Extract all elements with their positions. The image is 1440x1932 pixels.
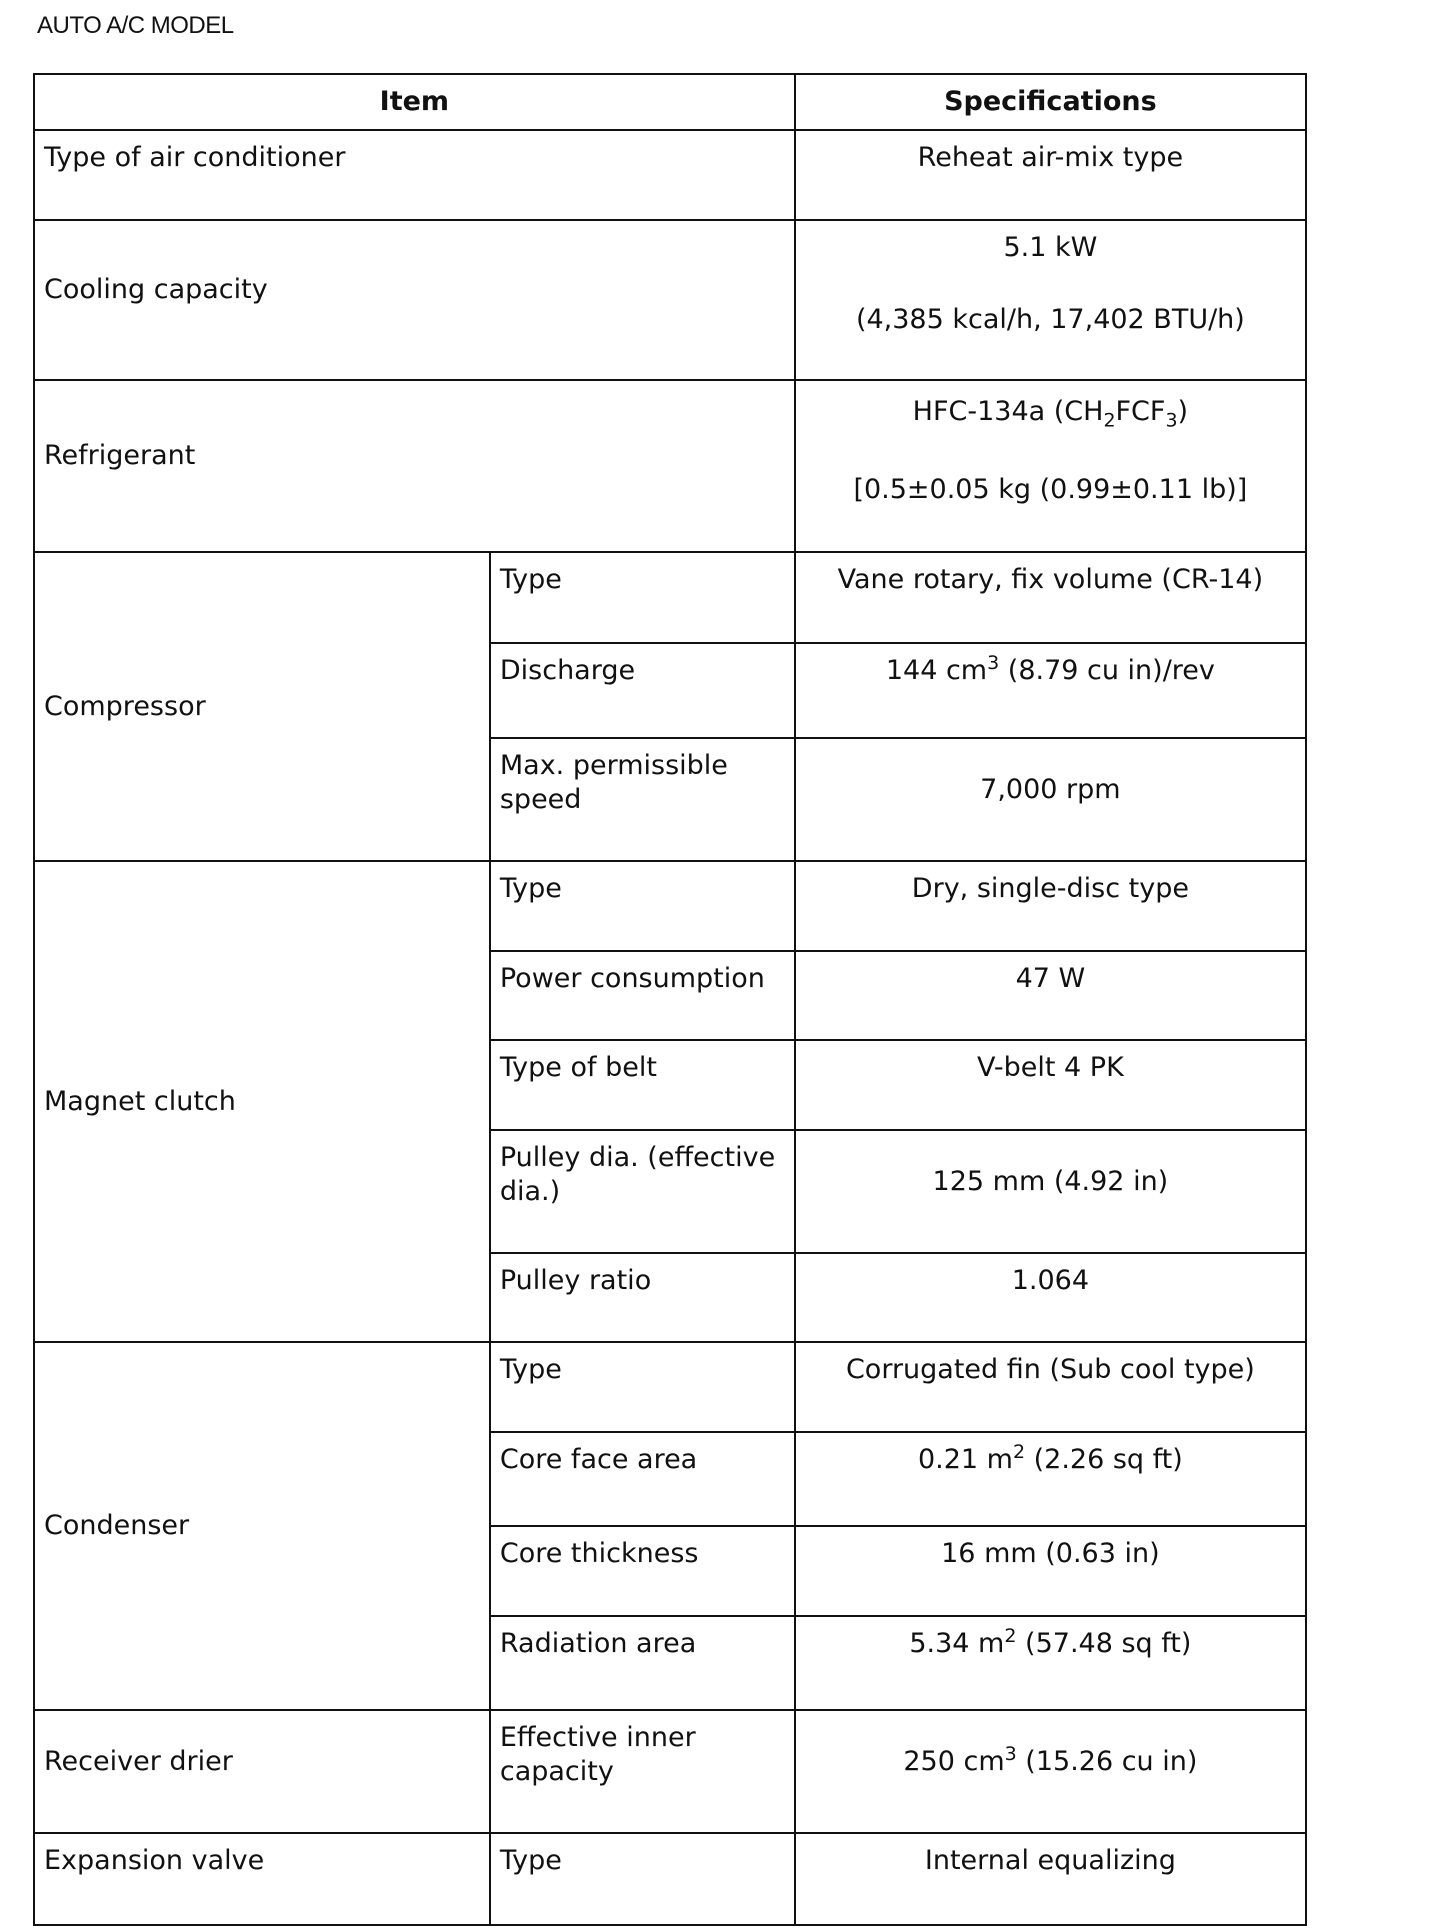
sub-label-pulley-ratio: Pulley ratio	[490, 1253, 795, 1342]
header-item: Item	[34, 74, 795, 130]
group-label-receiver-drier: Receiver drier	[34, 1710, 490, 1833]
value-condenser-type: Corrugated fin (Sub cool type)	[795, 1342, 1306, 1432]
page-title: AUTO A/C MODEL	[37, 12, 234, 39]
sub-label-compressor-discharge: Discharge	[490, 643, 795, 738]
table-row	[34, 1833, 1306, 1925]
sub-label-receiver-capacity: Effective inner capacity	[490, 1710, 795, 1833]
table-row	[34, 861, 1306, 951]
value-pulley-ratio: 1.064	[795, 1253, 1306, 1342]
sub-label-compressor-type: Type	[490, 552, 795, 643]
cooling-capacity-alt-units: (4,385 kcal/h, 17,402 BTU/h)	[855, 304, 1245, 335]
sub-label-clutch-type: Type	[490, 861, 795, 951]
table-row	[34, 552, 1306, 643]
value-core-face: 0.21 $m^2$ (2.26 sq ft)	[795, 1432, 1306, 1526]
group-label-compressor: Compressor	[34, 552, 490, 861]
value-compressor-speed: 7,000 rpm	[795, 738, 1306, 861]
sub-label-clutch-belt: Type of belt	[490, 1040, 795, 1130]
value-radiation-area: 5.34 $m^2$ (57.48 sq ft)	[795, 1616, 1306, 1710]
row-label-type-of-ac: Type of air conditioner	[34, 130, 795, 220]
value-clutch-belt: V-belt 4 PK	[795, 1040, 1306, 1130]
group-label-expansion-valve: Expansion valve	[34, 1833, 490, 1925]
table-row	[34, 380, 1306, 552]
row-value-refrigerant	[795, 380, 1306, 552]
table-row	[34, 130, 1306, 220]
table-header-row	[34, 74, 1306, 130]
cooling-capacity-kw: 5.1 kW	[1003, 232, 1098, 263]
sub-label-compressor-speed: Max. permissible speed	[490, 738, 795, 861]
refrigerant-amount: [0.5±0.05 kg (0.99±0.11 lb)]	[853, 474, 1248, 505]
row-label-refrigerant: Refrigerant	[34, 380, 795, 552]
value-clutch-type: Dry, single-disc type	[795, 861, 1306, 951]
refrigerant-formula: HFC-134a $(CH_2FCF_3)$	[912, 396, 1189, 432]
value-compressor-type: Vane rotary, fix volume (CR-14)	[795, 552, 1306, 643]
value-clutch-power: 47 W	[795, 951, 1306, 1040]
table-row	[34, 1710, 1306, 1833]
value-pulley-dia: 125 mm (4.92 in)	[795, 1130, 1306, 1253]
sub-label-core-face: Core face area	[490, 1432, 795, 1526]
sub-label-pulley-dia: Pulley dia. (effective dia.)	[490, 1130, 795, 1253]
table-row	[34, 1342, 1306, 1432]
value-compressor-discharge: 144 $cm^3$ (8.79 cu in)/rev	[795, 643, 1306, 738]
value-core-thickness: 16 mm (0.63 in)	[795, 1526, 1306, 1616]
specifications-table	[33, 73, 1307, 1926]
group-label-magnet-clutch: Magnet clutch	[34, 861, 490, 1342]
value-receiver-capacity: 250 $cm^3$ (15.26 cu in)	[795, 1710, 1306, 1833]
row-value-type-of-ac: Reheat air-mix type	[795, 130, 1306, 220]
row-value-cooling-capacity	[795, 220, 1306, 380]
sub-label-clutch-power: Power consumption	[490, 951, 795, 1040]
sub-label-expansion-type: Type	[490, 1833, 795, 1925]
sub-label-radiation-area: Radiation area	[490, 1616, 795, 1710]
header-specifications: Specifications	[795, 74, 1306, 130]
sub-label-condenser-type: Type	[490, 1342, 795, 1432]
row-label-cooling-capacity: Cooling capacity	[34, 220, 795, 380]
table-row	[34, 220, 1306, 380]
group-label-condenser: Condenser	[34, 1342, 490, 1710]
sub-label-core-thickness: Core thickness	[490, 1526, 795, 1616]
table-row-continuation	[34, 1925, 1306, 1926]
value-expansion-type: Internal equalizing	[795, 1833, 1306, 1925]
